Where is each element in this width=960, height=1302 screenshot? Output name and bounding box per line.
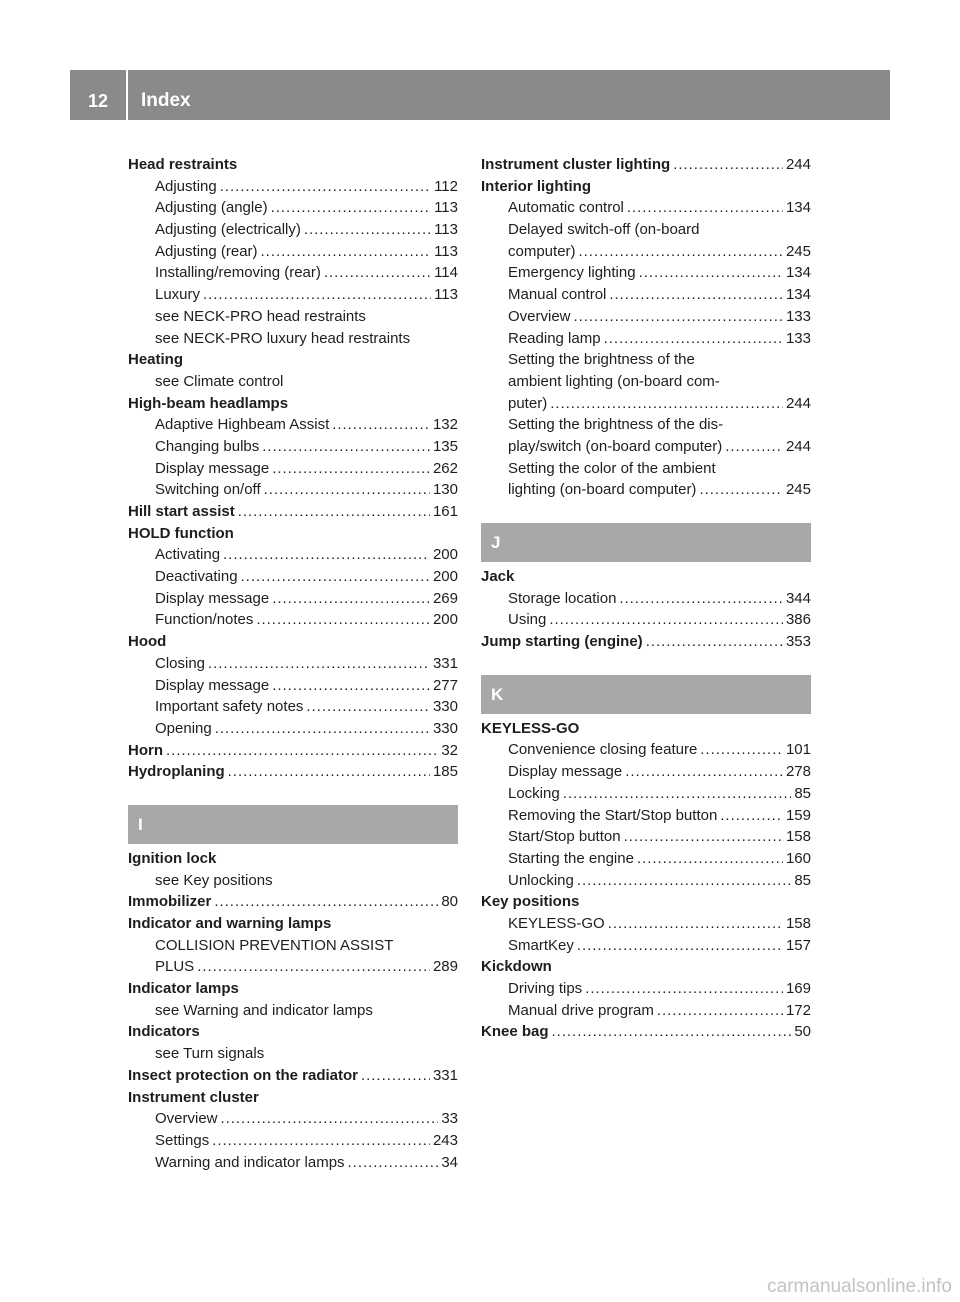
entry-page: 244 [785, 394, 811, 412]
leader-dots [625, 761, 783, 783]
entry-page: 130 [432, 481, 458, 499]
entry-page: 262 [432, 459, 458, 477]
index-entry [481, 935, 811, 957]
leader-dots [261, 241, 432, 263]
index-entry [128, 219, 458, 241]
entry-page: 101 [785, 741, 811, 759]
index-entry [481, 978, 811, 1000]
entry-page: 244 [785, 437, 811, 455]
leader-dots [306, 696, 430, 718]
leader-dots [256, 609, 430, 631]
index-column-left [128, 154, 458, 1173]
see-reference: see Climate control [155, 372, 284, 390]
index-entry [128, 1130, 458, 1152]
entry-label: Function/notes [155, 611, 254, 629]
entry-label: Switching on/off [155, 481, 261, 499]
leader-dots [203, 284, 431, 306]
leader-dots [657, 1000, 783, 1022]
leader-dots [579, 241, 783, 263]
leader-dots [574, 306, 783, 328]
entry-page: 34 [441, 1153, 458, 1171]
section-letter-i: I [128, 805, 458, 844]
index-heading: Head restraints [128, 156, 238, 173]
index-entry [481, 393, 811, 415]
entry-page: 113 [434, 242, 458, 260]
index-entry-main [481, 154, 811, 176]
index-entry [128, 588, 458, 610]
index-entry [128, 566, 458, 588]
leader-dots [264, 479, 430, 501]
entry-page: 331 [432, 1066, 458, 1084]
leader-dots [272, 458, 430, 480]
section-letter-k: K [481, 675, 811, 714]
entry-page: 134 [785, 199, 811, 217]
entry-label: Opening [155, 719, 212, 737]
entry-label: Instrument cluster lighting [481, 156, 671, 173]
entry-label: Adjusting (rear) [155, 242, 258, 260]
leader-dots [348, 1152, 439, 1174]
leader-dots [700, 739, 783, 761]
entry-page: 245 [785, 242, 811, 260]
leader-dots [220, 176, 431, 198]
entry-label: Overview [155, 1110, 218, 1128]
index-entry-main [481, 1021, 811, 1043]
index-entry [128, 718, 458, 740]
entry-page: 330 [432, 698, 458, 716]
entry-page: 113 [434, 221, 458, 239]
index-heading: KEYLESS-GO [481, 719, 580, 737]
entry-page: 200 [432, 546, 458, 564]
entry-text: Setting the brightness of the [508, 351, 695, 369]
entry-label: Locking [508, 784, 560, 802]
entry-label: Important safety notes [155, 698, 304, 716]
entry-label: Activating [155, 546, 221, 564]
entry-page: 134 [785, 264, 811, 282]
index-entry [481, 848, 811, 870]
entry-page: 159 [785, 806, 811, 824]
index-entry [481, 870, 811, 892]
index-heading: Indicator and warning lamps [128, 915, 332, 932]
entry-page: 32 [441, 741, 458, 759]
entry-label: Adaptive Highbeam Assist [155, 416, 330, 434]
index-entry [481, 306, 811, 328]
entry-text: Setting the color of the ambient [508, 459, 716, 477]
index-entry [481, 588, 811, 610]
index-entry [128, 262, 458, 284]
leader-dots [585, 978, 783, 1000]
leader-dots [699, 479, 783, 501]
leader-dots [361, 1065, 430, 1087]
entry-page: 386 [785, 611, 811, 629]
leader-dots [324, 262, 431, 284]
leader-dots [271, 197, 432, 219]
index-entry [481, 826, 811, 848]
entry-label: Hydroplaning [128, 763, 225, 781]
entry-label: Knee bag [481, 1023, 549, 1041]
watermark-text: carmanualsonline.info [767, 1276, 952, 1297]
entry-label: Adjusting (electrically) [155, 221, 301, 239]
leader-dots [577, 870, 791, 892]
entry-label: Horn [128, 741, 163, 759]
index-entry [481, 609, 811, 631]
entry-label: play/switch (on-board computer) [508, 437, 723, 455]
entry-page: 157 [785, 936, 811, 954]
section-letter-j: J [481, 523, 811, 562]
entry-label: Jump starting (engine) [481, 633, 643, 651]
index-entry [128, 653, 458, 675]
entry-label: Changing bulbs [155, 437, 260, 455]
entry-label: Starting the engine [508, 849, 634, 867]
index-entry [481, 197, 811, 219]
index-entry [128, 696, 458, 718]
entry-page: 331 [432, 654, 458, 672]
entry-text: COLLISION PREVENTION ASSIST [155, 936, 394, 954]
entry-page: 112 [434, 177, 458, 195]
entry-page: 134 [785, 286, 811, 304]
leader-dots [262, 436, 430, 458]
entry-text: ambient lighting (on-board com- [508, 372, 720, 390]
index-heading: Kickdown [481, 958, 552, 976]
entry-label: Display message [155, 459, 270, 477]
entry-page: 244 [785, 156, 811, 173]
entry-label: Convenience closing feature [508, 741, 698, 759]
leader-dots [212, 1130, 430, 1152]
leader-dots [208, 653, 430, 675]
index-entry [481, 783, 811, 805]
entry-text: Setting the brightness of the dis- [508, 416, 724, 434]
index-column-right [481, 154, 811, 1043]
entry-label: Display message [155, 676, 270, 694]
entry-label: Unlocking [508, 871, 574, 889]
entry-label: Adjusting (angle) [155, 199, 268, 217]
index-entry [128, 176, 458, 198]
entry-label: computer) [508, 242, 576, 260]
index-entry-main [128, 761, 458, 783]
entry-page: 243 [432, 1131, 458, 1149]
leader-dots [552, 1021, 792, 1043]
leader-dots [241, 566, 430, 588]
entry-label: Insect protection on the radiator [128, 1066, 359, 1084]
index-entry [481, 913, 811, 935]
leader-dots [166, 740, 438, 762]
entry-page: 161 [432, 503, 458, 520]
entry-label: lighting (on-board computer) [508, 481, 697, 499]
entry-label: Overview [508, 307, 571, 325]
leader-dots [637, 848, 783, 870]
entry-label: Closing [155, 654, 206, 672]
leader-dots [228, 761, 430, 783]
index-heading: Ignition lock [128, 849, 217, 867]
entry-label: Hill start assist [128, 503, 235, 520]
index-entry-main [128, 891, 458, 913]
index-entry [128, 436, 458, 458]
index-entry [481, 284, 811, 306]
leader-dots [725, 436, 783, 458]
index-entry [128, 956, 458, 978]
header-divider [126, 70, 128, 120]
entry-page: 113 [434, 199, 458, 217]
index-heading: Jack [481, 568, 515, 585]
entry-page: 158 [785, 914, 811, 932]
entry-label: Manual drive program [508, 1001, 654, 1019]
entry-page: 269 [432, 589, 458, 607]
entry-label: Using [508, 611, 547, 629]
entry-label: Start/Stop button [508, 828, 621, 846]
entry-page: 113 [434, 286, 458, 304]
leader-dots [609, 284, 783, 306]
entry-label: Deactivating [155, 568, 238, 586]
index-entry [481, 1000, 811, 1022]
entry-label: Removing the Start/Stop button [508, 806, 718, 824]
entry-page: 330 [432, 719, 458, 737]
leader-dots [272, 588, 430, 610]
index-entry [128, 1108, 458, 1130]
entry-page: 133 [785, 329, 811, 347]
index-entry [128, 241, 458, 263]
leader-dots [332, 414, 430, 436]
index-heading: High-beam headlamps [128, 394, 289, 412]
index-entry-main [128, 740, 458, 762]
index-heading: HOLD function [128, 524, 234, 542]
entry-label: Driving tips [508, 980, 583, 997]
entry-label: Settings [155, 1131, 210, 1149]
index-entry-main [128, 501, 458, 523]
entry-page: 85 [794, 784, 811, 802]
entry-label: Immobilizer [128, 893, 212, 911]
index-entry [481, 436, 811, 458]
leader-dots [639, 262, 783, 284]
index-entry [481, 241, 811, 263]
entry-label: Automatic control [508, 199, 624, 217]
see-reference: see Turn signals [155, 1045, 265, 1063]
entry-page: 289 [432, 958, 458, 976]
entry-page: 114 [434, 264, 458, 282]
index-heading: Interior lighting [481, 177, 591, 195]
index-entry [128, 479, 458, 501]
entry-label: Luxury [155, 286, 201, 304]
index-heading: Hood [128, 633, 167, 651]
see-reference: see Key positions [155, 871, 273, 889]
index-entry [481, 739, 811, 761]
leader-dots [577, 935, 783, 957]
leader-dots [272, 675, 430, 697]
leader-dots [646, 631, 783, 653]
entry-page: 278 [785, 763, 811, 781]
index-entry [481, 479, 811, 501]
index-entry [128, 544, 458, 566]
leader-dots [627, 197, 783, 219]
index-entry [481, 761, 811, 783]
entry-label: Manual control [508, 286, 607, 304]
leader-dots [238, 501, 430, 523]
entry-page: 172 [785, 1001, 811, 1019]
entry-label: Warning and indicator lamps [155, 1153, 345, 1171]
entry-text: Delayed switch-off (on-board [508, 221, 700, 239]
leader-dots [604, 328, 783, 350]
index-heading: Indicator lamps [128, 980, 239, 998]
entry-label: Display message [155, 589, 270, 607]
leader-dots [563, 783, 792, 805]
entry-page: 160 [785, 849, 811, 867]
index-entry-main [481, 631, 811, 653]
entry-page: 245 [785, 481, 811, 499]
index-entry [128, 675, 458, 697]
index-entry [481, 805, 811, 827]
entry-page: 85 [794, 871, 811, 889]
page-number: 12 [87, 91, 109, 111]
entry-label: Reading lamp [508, 329, 601, 347]
index-heading: Heating [128, 351, 184, 369]
index-heading: Indicators [128, 1023, 200, 1041]
leader-dots [214, 891, 438, 913]
entry-page: 50 [794, 1023, 811, 1041]
entry-label: Installing/removing (rear) [155, 264, 321, 282]
index-heading: Key positions [481, 893, 580, 911]
entry-label: puter) [508, 394, 548, 412]
leader-dots [221, 1108, 439, 1130]
entry-page: 80 [441, 893, 458, 911]
index-entry-main [128, 1065, 458, 1087]
index-entry [128, 284, 458, 306]
entry-label: Adjusting [155, 177, 217, 195]
see-reference: see NECK-PRO luxury head restraints [155, 329, 411, 347]
leader-dots [197, 956, 430, 978]
entry-label: SmartKey [508, 936, 574, 954]
leader-dots [673, 154, 783, 176]
entry-label: Display message [508, 763, 623, 781]
index-heading: Instrument cluster [128, 1088, 259, 1106]
see-reference: see NECK-PRO head restraints [155, 307, 366, 325]
entry-page: 169 [785, 980, 811, 997]
leader-dots [619, 588, 783, 610]
entry-page: 133 [785, 307, 811, 325]
entry-page: 135 [432, 437, 458, 455]
index-entry [128, 458, 458, 480]
leader-dots [624, 826, 783, 848]
entry-label: KEYLESS-GO [508, 914, 605, 932]
entry-page: 277 [432, 676, 458, 694]
entry-label: Emergency lighting [508, 264, 636, 282]
leader-dots [608, 913, 783, 935]
leader-dots [549, 609, 783, 631]
entry-page: 200 [432, 611, 458, 629]
entry-page: 158 [785, 828, 811, 846]
index-entry [128, 197, 458, 219]
index-entry [128, 609, 458, 631]
entry-label: PLUS [155, 958, 195, 976]
leader-dots [215, 718, 430, 740]
entry-label: Storage location [508, 589, 617, 607]
leader-dots [304, 219, 431, 241]
leader-dots [223, 544, 430, 566]
index-entry [128, 1152, 458, 1174]
page-title: Index [141, 90, 191, 111]
index-entry [481, 262, 811, 284]
leader-dots [720, 805, 783, 827]
entry-page: 344 [785, 589, 811, 607]
header-bar [70, 70, 890, 120]
index-entry [128, 414, 458, 436]
entry-page: 353 [785, 633, 811, 651]
entry-page: 132 [432, 416, 458, 434]
see-reference: see Warning and indicator lamps [155, 1001, 373, 1019]
entry-page: 185 [432, 763, 458, 781]
entry-page: 200 [432, 568, 458, 586]
index-entry [481, 328, 811, 350]
leader-dots [550, 393, 783, 415]
entry-page: 33 [441, 1110, 458, 1128]
